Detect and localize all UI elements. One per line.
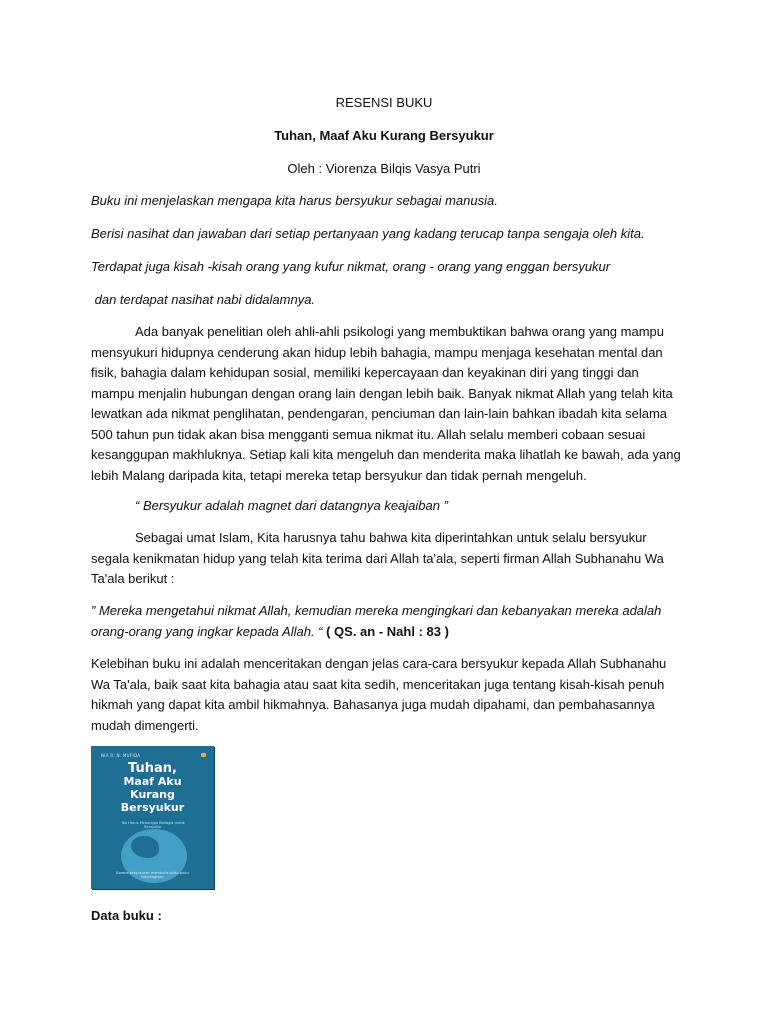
review-heading: RESENSI BUKU: [335, 95, 433, 110]
cover-title-line: Bersyukur: [120, 801, 185, 814]
quote-gratitude: “ Bersyukur adalah magnet dari datangnya keajaiban ”: [135, 498, 448, 513]
intro-line-2: Berisi nasihat dan jawaban dari setiap pertanyaan yang kadang terucap tanpa sengaja oleh kita.: [91, 226, 645, 241]
paragraph-research: Ada banyak penelitian oleh ahli-ahli psikologi yang membuktikan bahwa orang yang mampu mensyukuri hidupnya cenderung akan hidup lebih bahagia, mampu menjaga kesehatan mental dan fisik, bahagia dalam kehidupan sosial, memiliki kepercayaan dan keyakinan diri yang tinggi dan mampu menjalin hubungan dengan orang lain dengan lebih baik. Banyak nikmat Allah yang telah kita lewatkan ada nikmat penglihatan, pendengaran, penciuman dan lain-lain bahkan ibadah kita selama 500 tahun pun tidak akan bisa mengganti semua nikmat itu. Allah selalu memberi cobaan sesuai kesanggupan makhluknya. Setiap kali kita mengeluh dan menderita maka lihatlah ke bawah, ada yang lebih Malang daripada kita, tetapi mereka tetap bersyukur dan tidak pernah mengeluh.: [91, 324, 681, 483]
cover-title-line: Maaf Aku: [123, 775, 182, 788]
intro-line-4: dan terdapat nasihat nabi didalamnya.: [91, 292, 316, 307]
quran-quote: [91, 601, 681, 642]
cover-title-line: Tuhan,: [128, 761, 177, 776]
cover-tagline: Karena kesyukuran membuka pintu-pintu kebahagiaan: [116, 871, 189, 879]
cover-title-line: Kurang: [130, 788, 175, 801]
cover-author: NIA R. N. MUFIDA: [101, 753, 141, 758]
intro-line-1: Buku ini menjelaskan mengapa kita harus bersyukur sebagai manusia.: [91, 193, 498, 208]
paragraph-islam: Sebagai umat Islam, Kita harusnya tahu bahwa kita diperintahkan untuk selalu bersyukur segala kenikmatan hidup yang telah kita terima dari Allah ta'ala, seperti firman Allah Subhanahu Wa Ta'ala berikut :: [91, 530, 664, 586]
globe-land-shape: [131, 836, 159, 858]
book-cover-image: [91, 746, 214, 889]
author-line: Oleh : Viorenza Bilqis Vasya Putri: [287, 161, 481, 176]
quran-quote-text: ” Mereka mengetahui nikmat Allah, kemudian mereka mengingkari dan kebanyakan mereka adalah orang-orang yang ingkar kepada Allah. “: [91, 603, 662, 639]
book-data-label: Data buku :: [91, 908, 162, 923]
cover-subtitle: Tak Harus Menunggu Bahagia untuk Bersyukur: [121, 821, 185, 829]
quran-reference: ( QS. an - Nahl : 83 ): [322, 623, 449, 639]
paragraph-strengths: Kelebihan buku ini adalah menceritakan dengan jelas cara-cara bersyukur kepada Allah Subhanahu Wa Ta'ala, baik saat kita bahagia atau saat kita sedih, menceritakan juga tentang kisah-kisah penuh hikmah yang dapat kita ambil hikmahnya. Bahasanya juga mudah dipahami, dan pembahasannya mudah dimengerti.: [91, 656, 667, 733]
cover-title: [91, 762, 214, 814]
intro-line-3: Terdapat juga kisah -kisah orang yang kufur nikmat, orang - orang yang enggan bersyukur: [91, 259, 611, 274]
publisher-logo-icon: [201, 753, 206, 757]
book-title: Tuhan, Maaf Aku Kurang Bersyukur: [274, 128, 494, 143]
